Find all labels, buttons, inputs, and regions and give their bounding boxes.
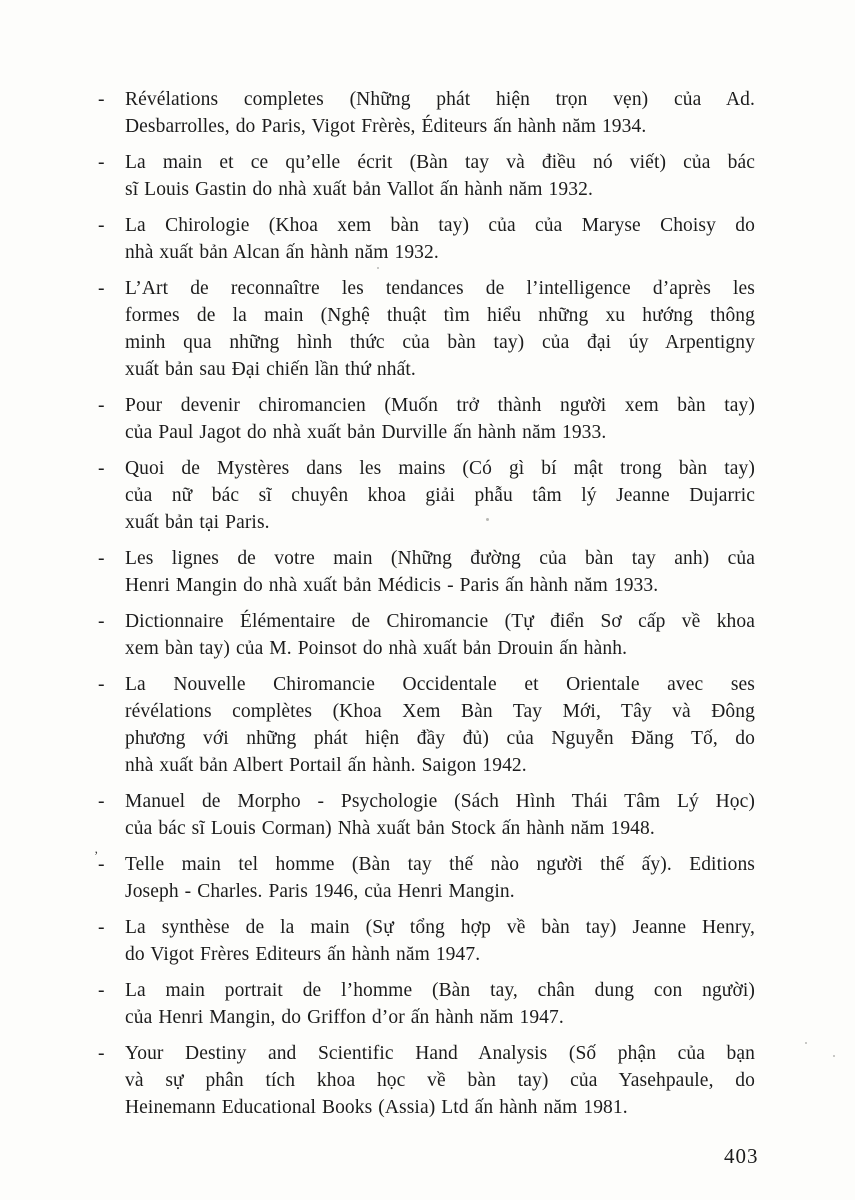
entry-line: phương với những phát hiện đầy đủ) của Nguyễn Đăng Tố, do xyxy=(125,728,755,749)
entry-line: La synthèse de la main (Sự tổng hợp về bàn tay) Jeanne Henry, xyxy=(125,917,755,938)
page-number: 403 xyxy=(724,1144,759,1168)
dash-glyph: - xyxy=(98,674,105,695)
dash-glyph: - xyxy=(98,215,105,236)
entry-text xyxy=(125,977,755,1031)
entry-text xyxy=(125,671,755,779)
bibliography-entry xyxy=(98,86,755,140)
dash-glyph: - xyxy=(98,89,105,110)
dash-glyph: - xyxy=(98,611,105,632)
bibliography-entry xyxy=(98,455,755,536)
entry-text xyxy=(125,1040,755,1121)
dash-marker xyxy=(94,848,125,905)
entry-text xyxy=(125,788,755,842)
dash-glyph: - xyxy=(98,548,105,569)
entry-line: của Henri Mangin, do Griffon d’or ấn hành năm 1947. xyxy=(125,1007,564,1028)
dash-glyph: - xyxy=(98,917,105,938)
scan-speck xyxy=(833,1055,835,1057)
entry-line: Desbarrolles, do Paris, Vigot Frèrès, Éditeurs ấn hành năm 1934. xyxy=(125,116,647,137)
entry-line: Pour devenir chiromancien (Muốn trở thành người xem bàn tay) xyxy=(125,395,755,416)
dash-marker xyxy=(98,212,125,266)
entry-line: xuất bản tại Paris. xyxy=(125,512,270,533)
entry-line: sĩ Louis Gastin do nhà xuất bản Vallot ấn hành năm 1932. xyxy=(125,179,593,200)
entry-line: Quoi de Mystères dans les mains (Có gì bí mật trong bàn tay) xyxy=(125,458,755,479)
dash-marker xyxy=(98,545,125,599)
dash-glyph: - xyxy=(98,278,105,299)
dash-marker xyxy=(98,149,125,203)
entry-line: Manuel de Morpho - Psychologie (Sách Hình Thái Tâm Lý Học) xyxy=(125,791,755,812)
entry-line: Dictionnaire Élémentaire de Chiromancie (Tự điển Sơ cấp về khoa xyxy=(125,611,755,632)
dash-glyph: - xyxy=(98,395,105,416)
entry-line: La Nouvelle Chiromancie Occidentale et Orientale avec ses xyxy=(125,674,755,695)
entry-text xyxy=(125,914,755,968)
dash-marker xyxy=(98,86,125,140)
bibliography-entry xyxy=(98,1040,755,1121)
entry-line: Telle main tel homme (Bàn tay thế nào người thế ấy). Editions xyxy=(125,854,755,875)
entry-line: xuất bản sau Đại chiến lần thứ nhất. xyxy=(125,359,416,380)
entry-text xyxy=(125,275,755,383)
entry-line: và sự phân tích khoa học về bàn tay) của Yasehpaule, do xyxy=(125,1070,755,1091)
entry-line: xem bàn tay) của M. Poinsot do nhà xuất bản Drouin ấn hành. xyxy=(125,638,628,659)
entry-line: L’Art de reconnaître les tendances de l’intelligence d’après les xyxy=(125,278,755,299)
scan-speck xyxy=(377,267,379,269)
bibliography-entry xyxy=(98,275,755,383)
dash-glyph: - xyxy=(98,458,105,479)
entry-line: Henri Mangin do nhà xuất bản Médicis - Paris ấn hành năm 1933. xyxy=(125,575,659,596)
dash-marker xyxy=(98,608,125,662)
dash-glyph: - xyxy=(98,152,105,173)
scan-speck xyxy=(805,1042,807,1044)
dash-glyph: - xyxy=(98,791,105,812)
entry-line: Les lignes de votre main (Những đường của bàn tay anh) của xyxy=(125,548,755,569)
entry-text xyxy=(125,545,755,599)
entry-line: Heinemann Educational Books (Assia) Ltd ấn hành năm 1981. xyxy=(125,1097,628,1118)
entry-line: Révélations completes (Những phát hiện trọn vẹn) của Ad. xyxy=(125,89,755,110)
dash-marker xyxy=(98,275,125,383)
dash-glyph: - xyxy=(98,1043,105,1064)
entry-line: Joseph - Charles. Paris 1946, của Henri Mangin. xyxy=(125,881,515,902)
entry-line: Your Destiny and Scientific Hand Analysis (Số phận của bạn xyxy=(125,1043,755,1064)
bibliography-entry xyxy=(98,914,755,968)
scan-speck xyxy=(486,518,489,521)
entry-line: của nữ bác sĩ chuyên khoa giải phẫu tâm lý Jeanne Dujarric xyxy=(125,485,755,506)
bibliography-entry xyxy=(98,392,755,446)
dash-marker xyxy=(98,977,125,1031)
bibliography-list xyxy=(94,86,755,1130)
bibliography-entry xyxy=(98,608,755,662)
dash-marker xyxy=(98,392,125,446)
bibliography-entry xyxy=(98,671,755,779)
entry-line: của bác sĩ Louis Corman) Nhà xuất bản Stock ấn hành năm 1948. xyxy=(125,818,655,839)
bibliography-entry xyxy=(98,977,755,1031)
entry-line: minh qua những hình thức của bàn tay) của đại úy Arpentigny xyxy=(125,332,755,353)
entry-line: La main et ce qu’elle écrit (Bàn tay và điều nó viết) của bác xyxy=(125,152,755,173)
entry-line: La main portrait de l’homme (Bàn tay, chân dung con người) xyxy=(125,980,755,1001)
bibliography-entry xyxy=(94,848,755,905)
entry-text xyxy=(125,608,755,662)
entry-line: révélations complètes (Khoa Xem Bàn Tay Mới, Tây và Đông xyxy=(125,701,755,722)
dash-marker xyxy=(98,914,125,968)
dash-marker xyxy=(98,1040,125,1121)
bibliography-entry xyxy=(98,149,755,203)
entry-line: formes de la main (Nghệ thuật tìm hiểu những xu hướng thông xyxy=(125,305,755,326)
entry-line: nhà xuất bản Albert Portail ấn hành. Saigon 1942. xyxy=(125,755,527,776)
entry-text xyxy=(125,149,755,203)
dash-marker xyxy=(98,455,125,536)
dash-glyph: - xyxy=(98,854,105,875)
dash-glyph: - xyxy=(98,980,105,1001)
dash-marker xyxy=(98,788,125,842)
entry-text xyxy=(125,86,755,140)
entry-line: do Vigot Frères Editeurs ấn hành năm 1947. xyxy=(125,944,481,965)
entry-text xyxy=(125,455,755,536)
entry-text xyxy=(125,392,755,446)
stray-tick-mark: ’ xyxy=(94,848,99,863)
entry-line: nhà xuất bản Alcan ấn hành năm 1932. xyxy=(125,242,439,263)
entry-text xyxy=(125,212,755,266)
entry-line: của Paul Jagot do nhà xuất bản Durville ấn hành năm 1933. xyxy=(125,422,607,443)
bibliography-entry xyxy=(98,212,755,266)
entry-line: La Chirologie (Khoa xem bàn tay) của của Maryse Choisy do xyxy=(125,215,755,236)
bibliography-entry xyxy=(98,545,755,599)
dash-marker xyxy=(98,671,125,779)
entry-text xyxy=(125,851,755,905)
bibliography-entry xyxy=(98,788,755,842)
